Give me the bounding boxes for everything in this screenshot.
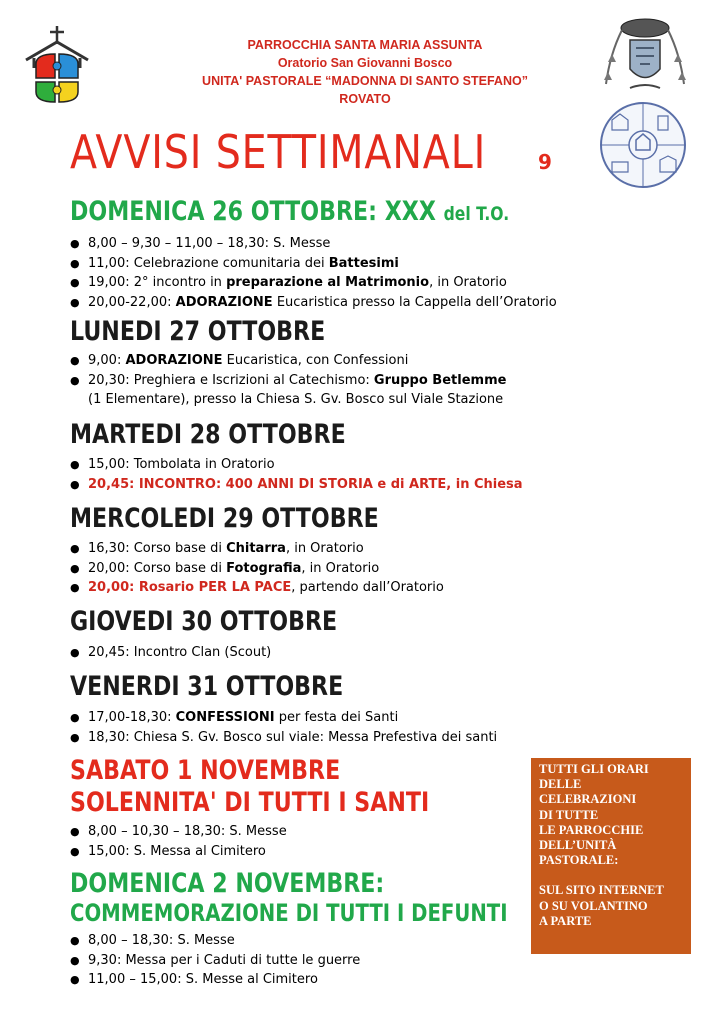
schedule-item-text: 20,00-22,00: xyxy=(88,294,176,310)
schedule-item xyxy=(70,643,271,663)
schedule-item-text: , in Oratorio xyxy=(301,560,380,576)
schedule-item-text: 11,00 – 15,00: S. Messe al Cimitero xyxy=(88,972,318,987)
schedule-item xyxy=(70,931,360,951)
info-line: A PARTE xyxy=(539,913,592,928)
info-line: SUL SITO INTERNET xyxy=(539,883,664,898)
schedule-item-text: 17,00-18,30: xyxy=(88,710,176,725)
day-heading-sunday-2: DOMENICA 2 NOVEMBRE: xyxy=(70,868,385,899)
bullet-icon: ● xyxy=(70,825,80,838)
schedule-item-text: 16,30: Corso base di xyxy=(88,541,227,556)
bullet-icon: ● xyxy=(70,953,80,967)
bullet-icon: ● xyxy=(70,646,80,659)
day-list xyxy=(70,708,497,747)
info-line: LE PARROCCHIE xyxy=(539,822,644,837)
schedule-item xyxy=(70,578,444,598)
info-line: CELEBRAZIONI xyxy=(539,792,637,807)
schedule-item-text: 20,00: Rosario PER LA PACE xyxy=(88,580,292,595)
bullet-icon: ● xyxy=(70,295,80,309)
schedule-info-box xyxy=(531,758,691,954)
day-heading-saturday-subtitle: SOLENNITA' DI TUTTI I SANTI xyxy=(70,787,430,818)
header-line: Oratorio San Giovanni Bosco xyxy=(277,56,453,70)
schedule-item-text: 20,30: Preghiera e Iscrizioni al Catechismo: xyxy=(88,372,374,388)
schedule-item-text: (1 Elementare), presso la Chiesa S. Gv. Bosco sul Viale Stazione xyxy=(88,392,504,407)
schedule-item xyxy=(70,293,557,313)
schedule-item-text: , in Oratorio xyxy=(285,541,364,556)
bishop-crest-icon xyxy=(600,14,690,94)
bullet-icon: ● xyxy=(70,354,80,367)
unit-seal-icon xyxy=(598,100,688,190)
day-heading-text: DOMENICA 26 OTTOBRE: XXX xyxy=(70,196,436,227)
info-line: PASTORALE: xyxy=(539,853,619,868)
schedule-item xyxy=(70,475,523,495)
schedule-item-text: 9,00: xyxy=(88,353,126,368)
schedule-item-text: 20,00: Corso base di xyxy=(88,560,227,576)
day-list xyxy=(70,234,557,312)
schedule-item-text: 8,00 – 9,30 – 11,00 – 18,30: S. Messe xyxy=(88,236,331,251)
bullet-icon: ● xyxy=(70,561,80,575)
bullet-icon: ● xyxy=(70,711,80,724)
bullet-icon: ● xyxy=(70,373,80,387)
schedule-item xyxy=(70,559,444,579)
day-list xyxy=(70,539,444,598)
info-line: DELLE xyxy=(539,777,582,792)
bullet-icon: ● xyxy=(70,477,80,491)
schedule-item-text: 18,30: Chiesa S. Gv. Bosco sul viale: Messa Prefestiva dei santi xyxy=(88,729,498,745)
day-list xyxy=(70,643,271,663)
bullet-icon: ● xyxy=(70,542,80,555)
day-heading-friday-31: VENERDI 31 OTTOBRE xyxy=(70,671,344,702)
schedule-item xyxy=(70,273,557,293)
day-list xyxy=(70,351,506,410)
schedule-item xyxy=(70,822,287,842)
bullet-icon: ● xyxy=(70,276,80,289)
schedule-item-text: ADORAZIONE xyxy=(175,294,273,310)
schedule-item-text: preparazione al Matrimonio xyxy=(226,275,430,290)
bullet-icon: ● xyxy=(70,581,80,594)
schedule-item-text: per festa dei Santi xyxy=(274,710,399,725)
schedule-item-text: 15,00: Tombolata in Oratorio xyxy=(88,457,275,472)
schedule-item-text: 20,45: Incontro Clan (Scout) xyxy=(88,645,272,660)
issue-number: 9 xyxy=(538,150,552,174)
schedule-item-text: Eucaristica presso la Cappella dell’Oratorio xyxy=(272,294,557,310)
schedule-item-text: ADORAZIONE xyxy=(125,353,223,368)
day-heading-thursday-30: GIOVEDI 30 OTTOBRE xyxy=(70,606,338,637)
schedule-item-text: 20,45: INCONTRO: 400 ANNI DI STORIA e di ARTE, in Chiesa xyxy=(88,476,523,492)
schedule-item-text: CONFESSIONI xyxy=(175,710,275,725)
header-line: ROVATO xyxy=(339,92,391,106)
day-heading-sunday-subtitle: COMMEMORAZIONE DI TUTTI I DEFUNTI xyxy=(70,899,508,927)
schedule-item xyxy=(70,371,506,391)
schedule-item xyxy=(70,951,360,971)
info-line: O SU VOLANTINO xyxy=(539,898,648,913)
parish-header xyxy=(150,36,580,108)
schedule-item-text: Eucaristica, con Confessioni xyxy=(222,353,409,368)
schedule-item xyxy=(70,708,497,728)
schedule-item xyxy=(70,351,506,371)
day-list xyxy=(70,455,523,494)
schedule-item-text: 15,00: S. Messa al Cimitero xyxy=(88,843,266,859)
schedule-item-text: Chitarra xyxy=(226,541,286,556)
schedule-item-text: Gruppo Betlemme xyxy=(373,372,507,388)
bullet-icon: ● xyxy=(70,256,80,270)
bullet-icon: ● xyxy=(70,973,80,986)
bullet-icon: ● xyxy=(70,237,80,250)
schedule-item xyxy=(70,390,506,410)
day-heading-sunday-26 xyxy=(70,196,509,227)
day-heading-monday-27: LUNEDI 27 OTTOBRE xyxy=(70,316,326,347)
schedule-item xyxy=(70,455,523,475)
schedule-item-text: Battesimi xyxy=(328,255,399,271)
schedule-item xyxy=(70,234,557,254)
header-line: UNITA' PASTORALE “MADONNA DI SANTO STEFANO” xyxy=(202,74,528,88)
schedule-item xyxy=(70,254,557,274)
day-heading-saturday-1: SABATO 1 NOVEMBRE xyxy=(70,755,341,786)
info-line: DI TUTTE xyxy=(539,807,599,822)
schedule-item xyxy=(70,970,360,990)
header-line: PARROCCHIA SANTA MARIA ASSUNTA xyxy=(247,38,483,52)
schedule-item-text: 8,00 – 18,30: S. Messe xyxy=(88,933,235,948)
schedule-item xyxy=(70,842,287,862)
schedule-item-text: 9,30: Messa per i Caduti di tutte le guerre xyxy=(88,952,361,968)
day-heading-wednesday-29: MERCOLEDI 29 OTTOBRE xyxy=(70,503,379,534)
bullet-icon: ● xyxy=(70,458,80,471)
page-title: AVVISI SETTIMANALI xyxy=(70,125,487,179)
day-list xyxy=(70,822,287,861)
day-heading-tuesday-28: MARTEDI 28 OTTOBRE xyxy=(70,419,346,450)
schedule-item xyxy=(70,728,497,748)
bullet-icon: ● xyxy=(70,730,80,744)
info-line: DELL’UNITÀ xyxy=(539,838,617,853)
schedule-item-text: 19,00: 2° incontro in xyxy=(88,275,227,290)
schedule-item-text: , in Oratorio xyxy=(429,275,507,290)
bullet-icon: ● xyxy=(70,934,80,947)
schedule-item-text: Fotografia xyxy=(226,560,302,576)
day-list xyxy=(70,931,360,990)
day-heading-suffix: del T.O. xyxy=(443,203,510,225)
schedule-item-text: 8,00 – 10,30 – 18,30: S. Messe xyxy=(88,824,287,839)
info-line: TUTTI GLI ORARI xyxy=(539,762,649,776)
church-puzzle-logo xyxy=(22,24,92,104)
bullet-icon: ● xyxy=(70,844,80,858)
schedule-item-text: 11,00: Celebrazione comunitaria dei xyxy=(88,255,329,271)
schedule-item xyxy=(70,539,444,559)
schedule-item-text: , partendo dall’Oratorio xyxy=(291,580,444,595)
info-line xyxy=(539,868,691,883)
